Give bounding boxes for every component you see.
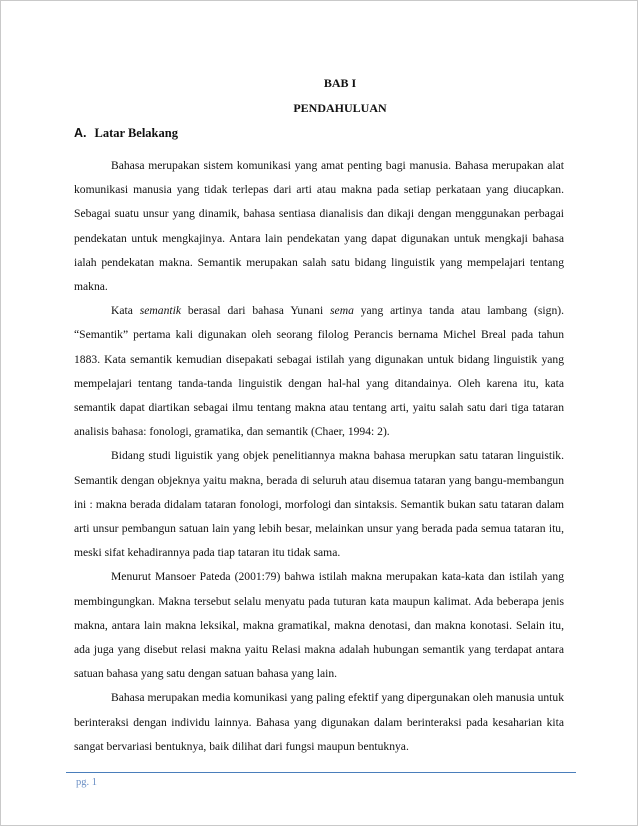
chapter-number: BAB I	[323, 76, 357, 90]
term-sema: sema	[330, 304, 354, 318]
body-text	[74, 154, 564, 759]
paragraph-1: Bahasa merupakan sistem komunikasi yang amat penting bagi manusia. Bahasa merupakan alat komunikasi manusia yang tidak terlepas dari arti atau makna pada setiap perkataan yang diucapkan. Sebagai suatu unsur yang dinamik, bahasa sentiasa dianalisis dan dikaji dengan menggunakan perbagai pendekatan untuk mengkajinya. Antara lain pendekatan yang dapat digunakan untuk mengkaji bahasa ialah pendekatan makna. Semantik merupakan salah satu bidang linguistik yang mempelajari tentang makna.	[74, 159, 564, 294]
paragraph-3: Bidang studi liguistik yang objek penelitiannya makna bahasa merupkan satu tataran linguistik. Semantik dengan objeknya yaitu makna, berada di seluruh atau disemua tataran yang bangu-membangun ini : makna berada didalam tataran fonologi, morfologi dan sintaksis. Semantik bukan satu tataran dalam arti unsur pembangun satuan lain yang lebih besar, melainkan unsur yang berada pada semua tataran itu, meski sifat kehadirannya pada tiap tataran itu tidak sama.	[74, 449, 564, 560]
chapter-title: PENDAHULUAN	[293, 101, 387, 115]
term-semantik: semantik	[139, 304, 181, 318]
section-heading	[74, 126, 178, 141]
paragraph-5: Bahasa merupakan media komunikasi yang paling efektif yang dipergunakan oleh manusia untuk berinteraksi dengan individu lainnya. Bahasa yang digunakan dalam berinteraksi pada kesaharian kita sangat bervariasi bentuknya, baik dilihat dari fungsi maupun bentuknya.	[74, 691, 564, 753]
page-number: pg. 1	[76, 777, 97, 788]
paragraph-4: Menurut Mansoer Pateda (2001:79) bahwa istilah makna merupakan kata-kata dan istilah yang membingungkan. Makna tersebut selalu menyatu pada tuturan kata maupun kalimat. Ada beberapa jenis makna, antara lain makna leksikal, makna gramatikal, makna denotasi, dan makna konotasi. Selain itu, ada juga yang disebut relasi makna yaitu Relasi makna adalah hubungan semantik yang terdapat antara satuan bahasa yang satu dengan satuan bahasa yang lain.	[74, 570, 564, 681]
footer-divider	[66, 772, 576, 773]
paragraph-2	[74, 299, 564, 444]
paragraph-2-text-a: Kata	[111, 304, 140, 318]
section-letter: A.	[74, 126, 87, 140]
section-title: Latar Belakang	[94, 126, 178, 140]
paragraph-2-text-b: berasal dari bahasa Yunani	[180, 304, 331, 318]
paragraph-2-text-c: yang artinya tanda atau lambang (sign). “Semantik” pertama kali digunakan oleh seorang filolog Perancis bernama Michel Breal pada tahun 1883. Kata semantik kemudian disepakati sebagai istilah yang digunakan untuk bidang linguistik yang mempelajari tentang tanda-tanda linguistik dengan hal-hal yang ditandainya. Oleh karena itu, kata semantik dapat diartikan sebagai ilmu tentang makna atau tentang arti, yaitu salah satu dari tiga tataran analisis bahasa: fonologi, gramatika, dan semantik (Chaer, 1994: 2).	[74, 304, 564, 439]
